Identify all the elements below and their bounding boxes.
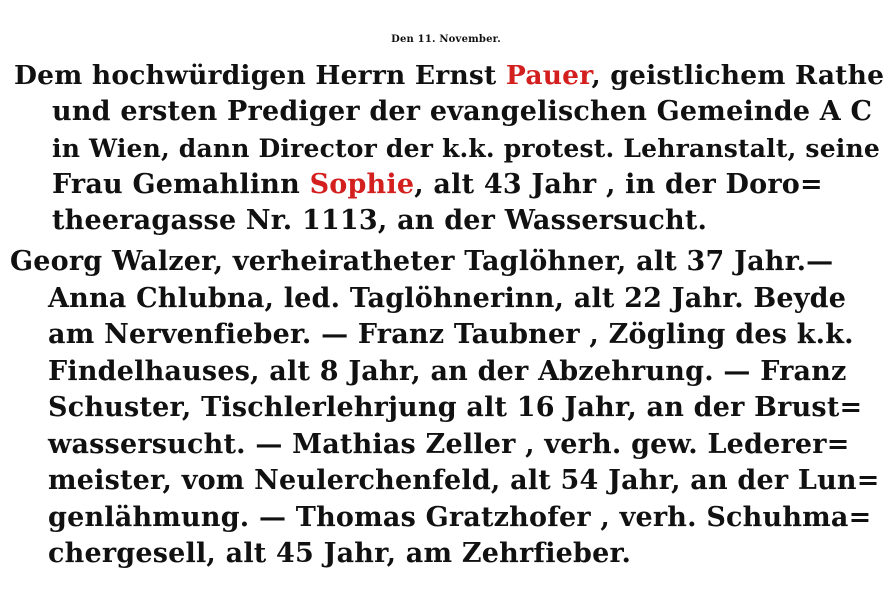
entry2-line8: genlähmung. — Thomas Gratzhofer , verh. Schuhma= [48,502,872,533]
entry1-line3: in Wien, dann Director der k.k. protest. Lehranstalt, seine [52,134,880,163]
entry2-line9: chergesell, alt 45 Jahr, am Zehrfieber. [48,538,632,569]
entry1-text: Frau Gemahlinn [52,169,310,200]
entry1-text: , geistlichem Rathe [591,60,885,91]
entry2-line4: Findelhauses, alt 8 Jahr, an der Abzehrung. — Franz [48,356,847,387]
highlighted-name-pauer: Pauer [505,60,592,91]
entry1-line1 [14,58,884,94]
entry2-line6: wassersucht. — Mathias Zeller , verh. gew. Lederer= [48,429,850,460]
entry1-line2: und ersten Prediger der evangelischen Gemeinde A C [52,96,873,127]
entry1-line5: theeragasse Nr. 1113, an der Wassersucht. [52,205,708,236]
entry1-text: Dem hochwürdigen Herrn Ernst [14,60,506,91]
entry2-line3: am Nervenfieber. — Franz Taubner , Zögling des k.k. [48,319,854,350]
entry2-line2: Anna Chlubna, led. Taglöhnerinn, alt 22 Jahr. Beyde [48,283,847,314]
entry1-line4 [52,167,823,203]
entry1-text: , alt 43 Jahr , in der Doro= [414,169,823,200]
entry2-line5: Schuster, Tischlerlehrjung alt 16 Jahr, an der Brust= [48,392,863,423]
entry2-line7: meister, vom Neulerchenfeld, alt 54 Jahr, an der Lun= [48,465,880,496]
date-heading: Den 11. November. [391,34,501,45]
entry2-line1: Georg Walzer, verheiratheter Taglöhner, alt 37 Jahr.— [10,246,834,277]
highlighted-name-sophie: Sophie [309,169,415,200]
